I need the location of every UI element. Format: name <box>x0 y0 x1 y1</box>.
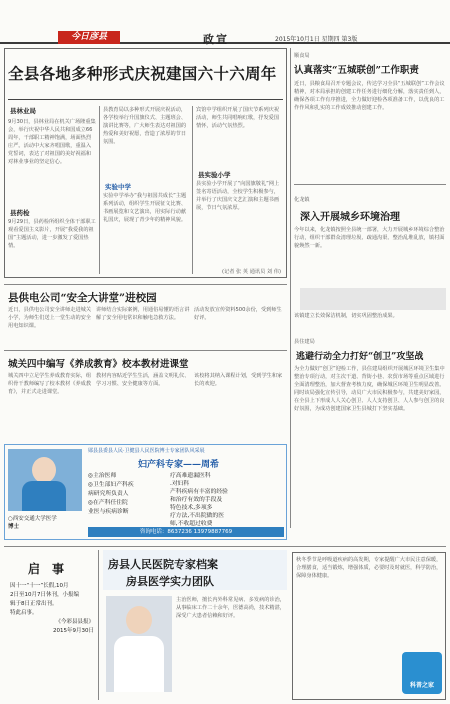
promo-text: 主治医师，擅长内外科常见病、多发病的诊治，从事临床工作二十余年，医德高尚，技术精湛，深受广大患者信赖和好评。 <box>176 597 285 619</box>
lead-headline: 全县各地多种形式庆祝建国六十六周年 <box>8 64 277 83</box>
doctor-gown <box>22 481 66 511</box>
ad-phone-bar: 咨询电话：8637236 13979887769 <box>88 527 284 537</box>
ad-side-line: 产科疾病有丰富的经验 <box>170 489 228 495</box>
ad-side-list <box>170 472 284 528</box>
lead-col-3b-text: 县实验小学开展了“向国旗敬礼”网上签名寄语活动，全校学生积极参与，并举行了庆国庆文艺汇演和主题书画展，节日气氛浓厚。 <box>196 181 280 211</box>
right-title-3: 逃避行动全力打好“创卫”攻坚战 <box>296 352 424 362</box>
lead-sub-3: 县实验小学 <box>198 171 231 179</box>
right-story-2-text: 今年以来，化龙镇按照全县统一部署，大力开展城乡环境综合整治行动，组织干部群众清理垃圾、疏通沟渠、整治乱堆乱放，镇村面貌焕然一新。 <box>294 227 445 249</box>
lead-divider-2 <box>192 106 193 274</box>
ad-item-list <box>88 472 168 517</box>
ad-item: 病研究所负责人 <box>88 491 129 497</box>
promo-title-2: 房县医学实力团队 <box>126 575 214 588</box>
mid-title-2: 城关四中编写《养成教育》校本教材进课堂 <box>8 359 189 370</box>
lead-divider-1 <box>99 106 100 274</box>
lead-sub-1: 县林业局 <box>10 107 36 115</box>
ad-side-line: 师,不收超过收费 <box>170 521 213 527</box>
right-title-2: 深入开展城乡环境治理 <box>300 212 400 223</box>
mid-story-1a-text: 近日，县供电公司安全讲师走进城关小学，为师生们送上一堂生动的安全用电知识课。 <box>8 307 92 329</box>
mid-story-1b-text: 讲师结合实际案例，用通俗易懂的语言讲解了安全用电常识和触电急救方法。 <box>96 307 190 321</box>
notice-line: 2015年9月30日 <box>53 628 94 634</box>
masthead-logo: 今日彦县 <box>58 31 120 44</box>
lead-rule <box>8 99 283 100</box>
promo-coat <box>114 636 164 692</box>
right-story-1-text: 近日，县粮食局召开专题会议，传达学习全县“五城联创”工作会议精神，对本局承担的创建工作任务进行细化分解，落实责任到人，确保各项工作有序推进，全力做好迎检各项准备工作，以优良的工作作风和扎实的工作成效推动创建工作。 <box>294 81 445 111</box>
mid-story-2b-text: 教材内容贴近学生生活，涵盖文明礼仪、学习习惯、安全健康等方面。 <box>96 373 190 387</box>
lead-col-2-text: 县教育局以多种形式开展庆祝活动，各学校举行升国旗仪式、主题班会、演讲比赛等，广大师生表达对祖国的热爱和美好祝愿，营造了浓厚的节日氛围。 <box>103 107 187 145</box>
ad-header: 郧县县委县人民·卫健县人民医院博士专家团队风采展 <box>88 448 205 454</box>
lower-rule <box>4 546 446 547</box>
dateline: 2015年10月1日 星期四 第3版 <box>275 36 358 43</box>
ad-item: 业医与疾病诊断 <box>88 509 129 515</box>
notice-line: 辑于8日正常出刊。 <box>10 601 58 607</box>
lead-col-1b-text: 9月29日，县药检所组织全体干部职工观看爱国主义影片，开展“我爱我的祖国”主题活动，进一步激发了爱国热情。 <box>8 219 96 249</box>
ad-item: ◎卫生部妇产科疾 <box>88 482 134 488</box>
promo-title-1: 房县人民医院专家档案 <box>108 558 218 571</box>
lead-col-3-text: 宾馆中学组织开展了国庆节系列庆祝活动，师生共同唱响红歌，抒发爱国情怀，活动气氛热烈。 <box>196 107 280 129</box>
doctor-caption-1: ○西安交通大学医学 <box>8 516 57 522</box>
right-column-divider <box>290 48 291 528</box>
notice-divider <box>98 550 99 700</box>
mid-rule-1 <box>4 284 287 285</box>
doctor-photo <box>8 449 82 511</box>
lead-col-2b-text: 实验中学举办“我与祖国共成长”主题系列活动，组织学生开展征文比赛、书画展览和文艺演出，用实际行动献礼国庆，展现了青少年的精神风貌。 <box>103 193 187 223</box>
ad-side-line: 疗高难遗漏医科 <box>170 473 211 479</box>
mid-rule-2 <box>4 350 287 351</box>
notice-line: 因十一“十一”长假,10月 <box>10 583 69 589</box>
doctor-face <box>32 457 56 483</box>
mid-story-2a-text: 城关四中立足学生养成教育实际，组织骨干教师编写了校本教材《养成教育》，并正式走进课堂。 <box>8 373 92 395</box>
ad-item: ◎主治医师 <box>88 473 117 479</box>
lead-sub-mid: 实验中学 <box>105 183 131 191</box>
notice-body <box>10 582 94 636</box>
right-story-2b-text: 该镇建立长效保洁机制，切实巩固整治成果。 <box>294 313 398 319</box>
mid-story-1c-text: 活动发放宣传资料500余份，受到师生好评。 <box>194 307 282 321</box>
notice-title: 启 事 <box>28 562 65 576</box>
notice-line: 特此启事。 <box>10 610 38 616</box>
right-story-3-text: 为全力做好“创卫”迎检工作，县住建局组织开展城区环境卫生集中整治专项行动，对主次干道、背街小巷、农贸市场等重点区域进行全面清理整治，加大督查考核力度，确保城区环境卫生明显改善。同时该局强化宣传引导，动员广大市民积极参与，共建美好家园，在全县上下形成人人关心创卫、人人支持创卫、人人参与创卫的良好氛围，为成功创建国家卫生县城打下坚实基础。 <box>294 366 445 412</box>
ad-side-line: 和治疗有效的手段及 <box>170 497 223 503</box>
ad-side-line: .对妇科 <box>170 481 190 487</box>
health-text: 秋冬季节是呼吸道疾病的高发期，专家提醒广大市民注意保暖，合理膳食，适当锻炼，增强体质，必要时及时就医，科学防治，保障身体健康。 <box>296 557 442 579</box>
ad-item: ◎在产科任住院 <box>88 500 128 506</box>
lead-col-1-text: 9月30日，县林业局在机关广场隆重集会，举行庆祝中华人民共和国成立66周年，干部职工精神饱满，场面热烈庄严。活动中大家齐唱国歌，重温入党誓词，表达了对祖国的美好祝福和对林业事业的坚定信心。 <box>8 119 96 165</box>
ad-heading: 妇产科专家——周希 <box>138 460 220 470</box>
qr-label: 科普之家 <box>409 682 434 689</box>
doctor-caption-2: 博士 <box>8 524 20 530</box>
right-kicker-1: 顺食局 <box>294 53 310 59</box>
promo-face <box>126 606 152 634</box>
notice-line: 《今彩县县报》 <box>55 619 94 625</box>
right-shaded-caption <box>300 288 446 310</box>
right-kicker-3: 县住建局 <box>294 339 315 345</box>
right-rule-1 <box>294 184 446 185</box>
section-title: 政宣 <box>203 33 229 46</box>
qr-badge <box>402 652 442 694</box>
mid-story-2c-text: 该校将其纳入课程计划，受到学生和家长的欢迎。 <box>194 373 283 387</box>
right-title-1: 认真落实“五城联创”工作职责 <box>294 65 419 76</box>
lead-sub-2: 县药检 <box>10 209 30 217</box>
notice-line: 2日至10月7日休刊，小报编 <box>10 592 79 598</box>
mid-title-1: 县供电公司“安全大讲堂”进校园 <box>8 292 157 304</box>
ad-side-line: 疗方法,不出院做的医 <box>170 513 225 519</box>
ad-side-line: 特色技术,多项多 <box>170 505 213 511</box>
lead-byline: (记者 张 英 通讯员 刘 伟) <box>222 269 281 275</box>
right-kicker-2: 化龙镇 <box>294 197 310 203</box>
promo-photo <box>106 596 172 692</box>
